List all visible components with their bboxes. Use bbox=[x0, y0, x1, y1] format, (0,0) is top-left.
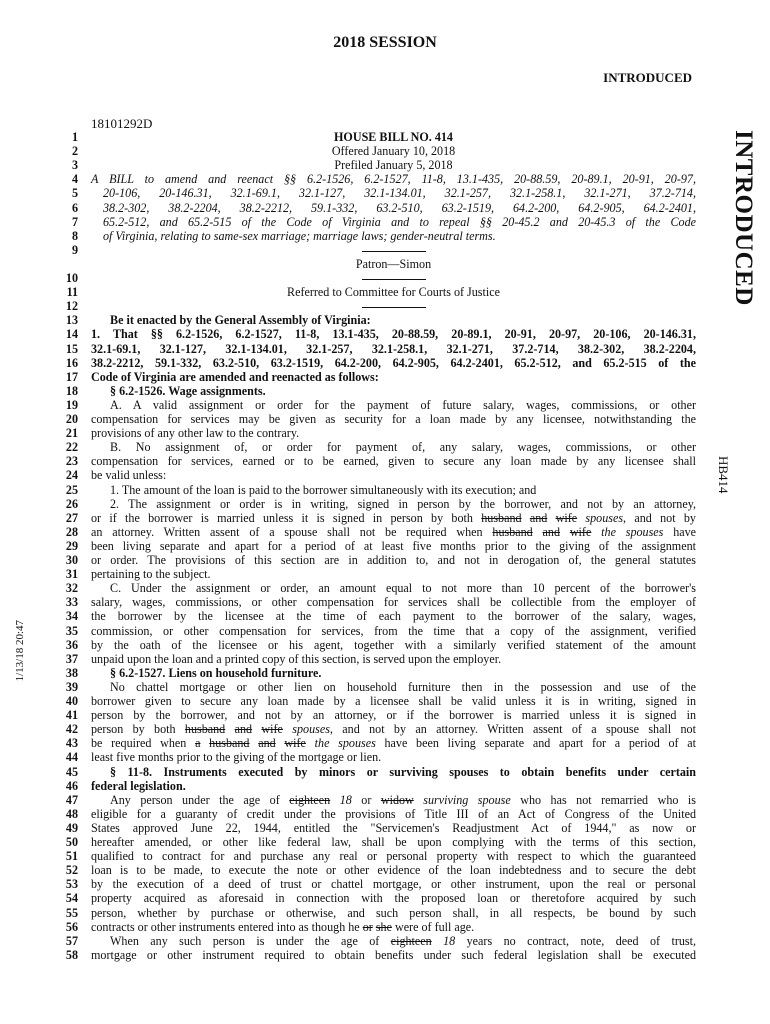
line-text bbox=[91, 525, 696, 539]
text-segment: 65.2-512, and 65.2-515 of the Code of Virginia and to repeal §§ 20-45.2 and 20-45.3 of the Code bbox=[103, 214, 696, 229]
struck-text: and bbox=[258, 736, 276, 751]
struck-text: wife bbox=[555, 510, 578, 525]
text-segment: 38.2-302, 38.2-2204, 38.2-2212, 59.1-332, 63.2-510, 63.2-1519, 64.2-200, 64.2-905, 64.2-2401, bbox=[103, 200, 696, 215]
bill-line bbox=[0, 426, 700, 440]
line-number: 16 bbox=[65, 355, 78, 370]
struck-text: wife bbox=[284, 736, 306, 751]
text-segment: by the execution of a deed of trust or chattel mortgage, or other instrument, upon the real or personal bbox=[91, 877, 696, 892]
line-text bbox=[91, 581, 696, 595]
text-segment: provisions of any other law to the contrary. bbox=[91, 426, 300, 441]
text-segment: 38.2-2212, 59.1-332, 63.2-510, 63.2-1519, 64.2-200, 64.2-905, 64.2-2401, 65.2-512, and 65.2-515 of the bbox=[91, 355, 696, 370]
text-segment: C. Under the assignment or order, an amount equal to not more than 10 percent of the borrower's bbox=[110, 581, 696, 596]
print-timestamp: 1/13/18 20:47 bbox=[14, 620, 26, 682]
inserted-text: the spouses bbox=[314, 736, 376, 751]
text-segment: A. A valid assignment or order for the payment of future salary, wages, commissions, or other bbox=[110, 397, 696, 412]
status-label: INTRODUCED bbox=[603, 70, 692, 85]
text-segment: Patron—Simon bbox=[355, 256, 432, 271]
inserted-text: spouses bbox=[585, 510, 624, 525]
line-number: 27 bbox=[65, 510, 78, 525]
bill-line bbox=[0, 906, 700, 920]
text-segment: commission, or other compensation for services, from the time that a copy of the assignment, verified bbox=[91, 623, 696, 638]
text-segment: mortgage or other instrument required to obtain benefits under such federal legislation shall be executed bbox=[91, 947, 696, 962]
bill-line bbox=[0, 497, 700, 511]
bill-line bbox=[0, 243, 700, 257]
text-segment bbox=[225, 722, 234, 736]
inserted-text: surviving spouse bbox=[423, 792, 511, 807]
bill-line bbox=[0, 539, 700, 553]
text-segment: by the oath of the licensee or his agent, together with a similarly verified statement of the amount bbox=[91, 637, 696, 652]
text-segment: 1. That §§ 6.2-1526, 6.2-1527, 11-8, 13.1-435, 20-88.59, 20-89.1, 20-91, 20-97, 20-106, 20-146.31, bbox=[91, 327, 696, 342]
line-text bbox=[91, 327, 696, 341]
bill-line bbox=[0, 765, 700, 779]
line-number: 17 bbox=[65, 369, 78, 384]
text-segment: of Virginia, relating to same-sex marriage; marriage laws; gender-neutral terms. bbox=[103, 228, 496, 243]
line-text bbox=[91, 158, 696, 172]
line-text bbox=[91, 229, 696, 243]
line-text bbox=[91, 285, 696, 299]
text-segment: eligible for a guaranty of credit under the provisions of Title III of an Act of Congress of the United bbox=[91, 806, 696, 821]
line-text bbox=[91, 849, 696, 863]
text-segment: hereafter amended, or other like federal law, shall be upon complying with the terms of this section, bbox=[91, 835, 696, 849]
line-text bbox=[91, 891, 696, 905]
line-text bbox=[91, 440, 696, 454]
line-text bbox=[91, 722, 696, 736]
line-number: 23 bbox=[65, 454, 78, 469]
line-number: 13 bbox=[65, 313, 78, 328]
bill-line bbox=[0, 285, 700, 299]
line-number: 7 bbox=[71, 214, 78, 229]
line-number: 22 bbox=[65, 440, 78, 455]
bill-line bbox=[0, 553, 700, 567]
line-text bbox=[91, 370, 696, 384]
text-segment: have been living separate and apart for a period of at bbox=[375, 736, 696, 751]
line-text bbox=[91, 313, 696, 327]
line-text bbox=[91, 511, 696, 525]
bill-code-margin: HB414 bbox=[716, 456, 731, 494]
line-number: 36 bbox=[65, 637, 78, 652]
text-segment: or bbox=[351, 792, 381, 807]
line-text bbox=[91, 779, 696, 793]
line-text bbox=[91, 257, 696, 271]
struck-text: a bbox=[195, 736, 201, 751]
bill-line bbox=[0, 680, 700, 694]
line-number: 54 bbox=[65, 891, 78, 906]
bill-line bbox=[0, 877, 700, 891]
line-text bbox=[91, 384, 696, 398]
line-number: 21 bbox=[65, 426, 78, 441]
inserted-text: spouses bbox=[292, 722, 330, 737]
bill-line bbox=[0, 158, 700, 172]
line-number: 12 bbox=[65, 299, 78, 314]
line-number: 32 bbox=[65, 581, 78, 596]
text-segment bbox=[414, 793, 424, 807]
text-segment: contracts or other instruments entered into as though he bbox=[91, 919, 363, 934]
line-text bbox=[91, 694, 696, 708]
line-text bbox=[91, 835, 696, 849]
text-segment: be required when bbox=[91, 736, 196, 751]
struck-text: and bbox=[234, 722, 253, 737]
text-segment: were of full age. bbox=[391, 919, 475, 934]
bill-line bbox=[0, 299, 700, 313]
line-number: 42 bbox=[65, 722, 78, 737]
text-segment: compensation for services, earned or to be earned, given to secure any loan made by any licensee shall bbox=[91, 454, 696, 469]
text-segment: compensation for services may be given as security for a loan made by any licensee, notwithstanding the bbox=[91, 412, 696, 426]
line-text bbox=[91, 821, 696, 835]
bill-line bbox=[0, 609, 700, 623]
line-number: 47 bbox=[65, 792, 78, 807]
bill-line bbox=[0, 342, 700, 356]
line-number: 33 bbox=[65, 595, 78, 610]
line-text bbox=[91, 454, 696, 468]
line-text bbox=[91, 567, 696, 581]
bill-line bbox=[0, 215, 700, 229]
text-segment: years no contract, note, deed of trust, bbox=[455, 933, 696, 948]
bill-line bbox=[0, 186, 700, 200]
text-segment: loan is to be made, to execute the note or other evidence of the loan indebtedness and to secure the debt bbox=[91, 863, 696, 878]
text-segment: 32.1-69.1, 32.1-127, 32.1-134.01, 32.1-257, 32.1-258.1, 32.1-271, 37.2-714, 38.2-302, 38.2-2204, bbox=[91, 341, 696, 356]
bill-line bbox=[0, 793, 700, 807]
struck-text: husband bbox=[481, 510, 522, 525]
line-number: 11 bbox=[66, 285, 78, 300]
line-number: 34 bbox=[65, 609, 78, 624]
struck-text: and bbox=[529, 510, 548, 525]
bill-line bbox=[0, 948, 700, 962]
vertical-status-stamp: INTRODUCED bbox=[730, 130, 757, 306]
line-number: 2 bbox=[71, 144, 78, 159]
bill-line bbox=[0, 327, 700, 341]
line-number: 50 bbox=[65, 835, 78, 849]
line-number: 18 bbox=[65, 383, 78, 398]
text-segment: least five months prior to the giving of the mortgage or lien. bbox=[91, 750, 382, 765]
line-text bbox=[91, 948, 696, 962]
line-text bbox=[91, 299, 696, 313]
line-number: 25 bbox=[65, 482, 78, 497]
bill-line bbox=[0, 934, 700, 948]
text-segment: the borrower by the licensee at the time of each payment to the borrower of the salary, wages, bbox=[91, 609, 696, 624]
text-segment bbox=[547, 511, 555, 525]
line-text bbox=[91, 652, 696, 666]
bill-line bbox=[0, 172, 700, 186]
text-segment: been living separate and apart for a period of at least five months prior to the giving of the assignment bbox=[91, 538, 696, 553]
bill-line bbox=[0, 750, 700, 764]
line-number: 24 bbox=[65, 468, 78, 483]
text-segment: person, whether by purchase or otherwise, and such person shall, in all respects, be bound by such bbox=[91, 905, 696, 920]
line-number: 5 bbox=[71, 186, 78, 201]
line-text bbox=[91, 708, 696, 722]
text-segment: § 11-8. Instruments executed by minors or surviving spouses to obtain benefits under certain bbox=[110, 764, 696, 779]
line-text bbox=[91, 412, 696, 426]
line-text bbox=[91, 186, 696, 200]
line-number: 52 bbox=[65, 863, 78, 878]
line-number: 53 bbox=[65, 877, 78, 892]
line-number: 35 bbox=[65, 623, 78, 638]
text-segment bbox=[432, 934, 443, 948]
bill-line bbox=[0, 807, 700, 821]
bill-line bbox=[0, 468, 700, 482]
line-number: 20 bbox=[65, 412, 78, 426]
line-number: 31 bbox=[65, 567, 78, 582]
separator-rule bbox=[362, 251, 426, 252]
text-segment: be valid unless: bbox=[91, 468, 167, 483]
text-segment bbox=[306, 736, 315, 750]
text-segment: Code of Virginia are amended and reenacted as follows: bbox=[91, 369, 379, 384]
line-number: 48 bbox=[65, 806, 78, 821]
line-number: 46 bbox=[65, 778, 78, 793]
bill-line bbox=[0, 708, 700, 722]
line-text bbox=[91, 497, 696, 511]
text-segment: an attorney. Written assent of a spouse shall not be required when bbox=[91, 524, 493, 539]
struck-text: eighteen bbox=[390, 933, 432, 948]
bill-line bbox=[0, 920, 700, 934]
struck-text: husband bbox=[184, 722, 226, 737]
bill-line bbox=[0, 229, 700, 243]
inserted-text: 18 bbox=[339, 792, 352, 807]
bill-line bbox=[0, 271, 700, 285]
text-segment: Prefiled January 5, 2018 bbox=[334, 158, 453, 173]
bill-line bbox=[0, 652, 700, 666]
struck-text: wife bbox=[569, 524, 592, 539]
struck-text: or bbox=[362, 919, 373, 934]
text-segment: When any such person is under the age of bbox=[110, 933, 391, 948]
bill-line bbox=[0, 398, 700, 412]
bill-line bbox=[0, 891, 700, 905]
line-text bbox=[91, 215, 696, 229]
session-title: 2018 SESSION bbox=[333, 34, 437, 51]
line-text bbox=[91, 201, 696, 215]
line-text bbox=[91, 920, 696, 934]
line-text bbox=[91, 750, 696, 764]
line-text bbox=[91, 553, 696, 567]
bill-line bbox=[0, 694, 700, 708]
text-segment bbox=[200, 736, 209, 750]
line-text bbox=[91, 638, 696, 652]
separator-rule bbox=[362, 307, 426, 308]
line-text bbox=[91, 807, 696, 821]
line-text bbox=[91, 609, 696, 623]
bill-line bbox=[0, 581, 700, 595]
text-segment: 1. The amount of the loan is paid to the borrower simultaneously with its execution; and bbox=[110, 482, 537, 497]
line-text bbox=[91, 468, 696, 482]
text-segment: Offered January 10, 2018 bbox=[331, 144, 456, 159]
inserted-text: 18 bbox=[443, 933, 456, 948]
text-segment: § 6.2-1526. Wage assignments. bbox=[110, 383, 266, 398]
text-segment: pertaining to the subject. bbox=[91, 567, 211, 582]
line-text bbox=[91, 934, 696, 948]
bill-line bbox=[0, 525, 700, 539]
struck-text: wife bbox=[261, 722, 283, 737]
line-number: 51 bbox=[65, 849, 78, 864]
line-number: 37 bbox=[65, 651, 78, 666]
line-number: 57 bbox=[65, 933, 78, 948]
line-text bbox=[91, 736, 696, 750]
struck-text: she bbox=[375, 919, 392, 934]
bill-line bbox=[0, 624, 700, 638]
text-segment: unpaid upon the loan and a printed copy of this section, is served upon the employer. bbox=[91, 651, 502, 666]
text-segment bbox=[560, 525, 570, 539]
text-segment bbox=[591, 525, 601, 539]
text-segment bbox=[522, 511, 530, 525]
line-number: 49 bbox=[65, 820, 78, 835]
struck-text: eighteen bbox=[289, 792, 331, 807]
line-number: 8 bbox=[71, 228, 78, 243]
line-number: 4 bbox=[71, 172, 78, 187]
line-number: 26 bbox=[65, 496, 78, 511]
line-number: 43 bbox=[65, 736, 78, 751]
line-text bbox=[91, 877, 696, 891]
bill-line bbox=[0, 821, 700, 835]
line-number: 41 bbox=[65, 708, 78, 723]
line-number: 10 bbox=[65, 271, 78, 285]
line-number: 39 bbox=[65, 679, 78, 694]
bill-line bbox=[0, 384, 700, 398]
text-segment: or order. The provisions of this section are in addition to, and not in derogation of, the general statutes bbox=[91, 553, 696, 567]
text-segment: borrower given to secure any loan made by a licensee shall be valid unless it is in writing, signed in bbox=[91, 694, 696, 708]
line-text bbox=[91, 483, 696, 497]
line-text bbox=[91, 624, 696, 638]
bill-line bbox=[0, 483, 700, 497]
line-number: 15 bbox=[65, 341, 78, 356]
struck-text: and bbox=[542, 524, 560, 539]
line-number: 6 bbox=[71, 200, 78, 215]
document-id: 18101292D bbox=[91, 116, 153, 131]
line-number: 9 bbox=[71, 242, 78, 257]
bill-line bbox=[0, 313, 700, 327]
line-text bbox=[91, 243, 696, 257]
line-text bbox=[91, 172, 696, 186]
text-segment: property acquired as aforesaid in connection with the proposed loan or theretofore acquired by such bbox=[91, 891, 696, 906]
bill-line bbox=[0, 722, 700, 736]
bill-line bbox=[0, 779, 700, 793]
text-segment: 2. The assignment or order is in writing, signed in person by the borrower, and not by an attorney, bbox=[110, 496, 696, 511]
text-segment: B. No assignment of, or order for payment of, any salary, wages, commissions, or other bbox=[110, 440, 696, 455]
line-text bbox=[91, 793, 696, 807]
bill-line bbox=[0, 201, 700, 215]
text-segment: States approved June 22, 1944, entitled the "Servicemen's Readjustment Act of 1944," as now or bbox=[91, 820, 696, 835]
inserted-text: the spouses bbox=[601, 524, 664, 539]
line-number: 44 bbox=[65, 750, 78, 765]
line-text bbox=[91, 906, 696, 920]
bill-line bbox=[0, 595, 700, 609]
line-text bbox=[91, 426, 696, 440]
bill-line bbox=[0, 440, 700, 454]
bill-line bbox=[0, 412, 700, 426]
bill-line bbox=[0, 835, 700, 849]
text-segment: A BILL to amend and reenact §§ 6.2-1526, 6.2-1527, 11-8, 13.1-435, 20-88.59, 20-89.1, 20-91, 20-97, bbox=[91, 172, 696, 187]
text-segment: Referred to Committee for Courts of Justice bbox=[287, 285, 500, 300]
line-number: 45 bbox=[65, 764, 78, 779]
line-text bbox=[91, 765, 696, 779]
text-segment bbox=[249, 736, 258, 750]
text-segment: , and not by bbox=[623, 510, 696, 525]
line-text bbox=[91, 666, 696, 680]
bill-line bbox=[0, 863, 700, 877]
line-text bbox=[91, 130, 696, 144]
bill-line bbox=[0, 257, 700, 271]
bill-line bbox=[0, 144, 700, 158]
bill-line bbox=[0, 370, 700, 384]
line-number: 38 bbox=[65, 665, 78, 680]
line-number: 29 bbox=[65, 538, 78, 553]
line-number: 19 bbox=[65, 397, 78, 412]
bill-line bbox=[0, 130, 700, 144]
text-segment: 20-106, 20-146.31, 32.1-69.1, 32.1-127, 32.1-134.01, 32.1-257, 32.1-258.1, 32.1-271, 37.2-714, bbox=[103, 186, 696, 201]
line-text bbox=[91, 342, 696, 356]
bill-line bbox=[0, 511, 700, 525]
text-segment: person by the borrower, and not by an attorney, or if the borrower is married unless it is signed in bbox=[91, 708, 696, 723]
bill-line bbox=[0, 638, 700, 652]
line-number: 56 bbox=[65, 919, 78, 934]
line-number: 40 bbox=[65, 694, 78, 708]
line-text bbox=[91, 595, 696, 609]
text-segment: or if the borrower is married unless it is signed in person by both bbox=[91, 510, 482, 525]
line-number: 55 bbox=[65, 905, 78, 920]
text-segment bbox=[533, 525, 543, 539]
separator-rule bbox=[362, 279, 426, 280]
text-segment: No chattel mortgage or other lien on household furniture then in the possession and use of the bbox=[110, 679, 696, 694]
bill-line bbox=[0, 849, 700, 863]
line-number: 3 bbox=[71, 158, 78, 173]
line-text bbox=[91, 398, 696, 412]
text-segment: federal legislation. bbox=[91, 778, 186, 793]
line-number: 1 bbox=[71, 130, 78, 144]
line-text bbox=[91, 356, 696, 370]
text-segment: qualified to contract for and purchase any real or personal property with respect to which the guaranteed bbox=[91, 849, 696, 864]
line-text bbox=[91, 271, 696, 285]
struck-text: widow bbox=[380, 792, 414, 807]
line-number: 30 bbox=[65, 553, 78, 567]
struck-text: husband bbox=[492, 524, 533, 539]
line-text bbox=[91, 539, 696, 553]
text-segment: HOUSE BILL NO. 414 bbox=[334, 130, 453, 144]
bill-line bbox=[0, 356, 700, 370]
bill-line bbox=[0, 736, 700, 750]
text-segment bbox=[330, 793, 340, 807]
bill-line bbox=[0, 666, 700, 680]
line-number: 58 bbox=[65, 947, 78, 962]
text-segment: have bbox=[663, 524, 697, 539]
line-text bbox=[91, 680, 696, 694]
struck-text: husband bbox=[209, 736, 250, 751]
text-segment: person by both bbox=[91, 722, 185, 737]
bill-line bbox=[0, 567, 700, 581]
text-segment: § 6.2-1527. Liens on household furniture. bbox=[110, 665, 322, 680]
text-segment: who has not remarried who is bbox=[510, 792, 696, 807]
line-text bbox=[91, 144, 696, 158]
text-segment: Any person under the age of bbox=[110, 792, 290, 807]
text-segment: Be it enacted by the General Assembly of Virginia: bbox=[110, 313, 371, 328]
text-segment bbox=[283, 722, 292, 736]
line-text bbox=[91, 863, 696, 877]
bill-line bbox=[0, 454, 700, 468]
text-segment: , and not by an attorney. Written assent of a spouse shall not bbox=[329, 722, 696, 737]
text-segment: salary, wages, commissions, or other compensation for services shall be collectible from the employer of bbox=[91, 595, 696, 610]
line-number: 28 bbox=[65, 524, 78, 539]
line-number: 14 bbox=[65, 327, 78, 342]
